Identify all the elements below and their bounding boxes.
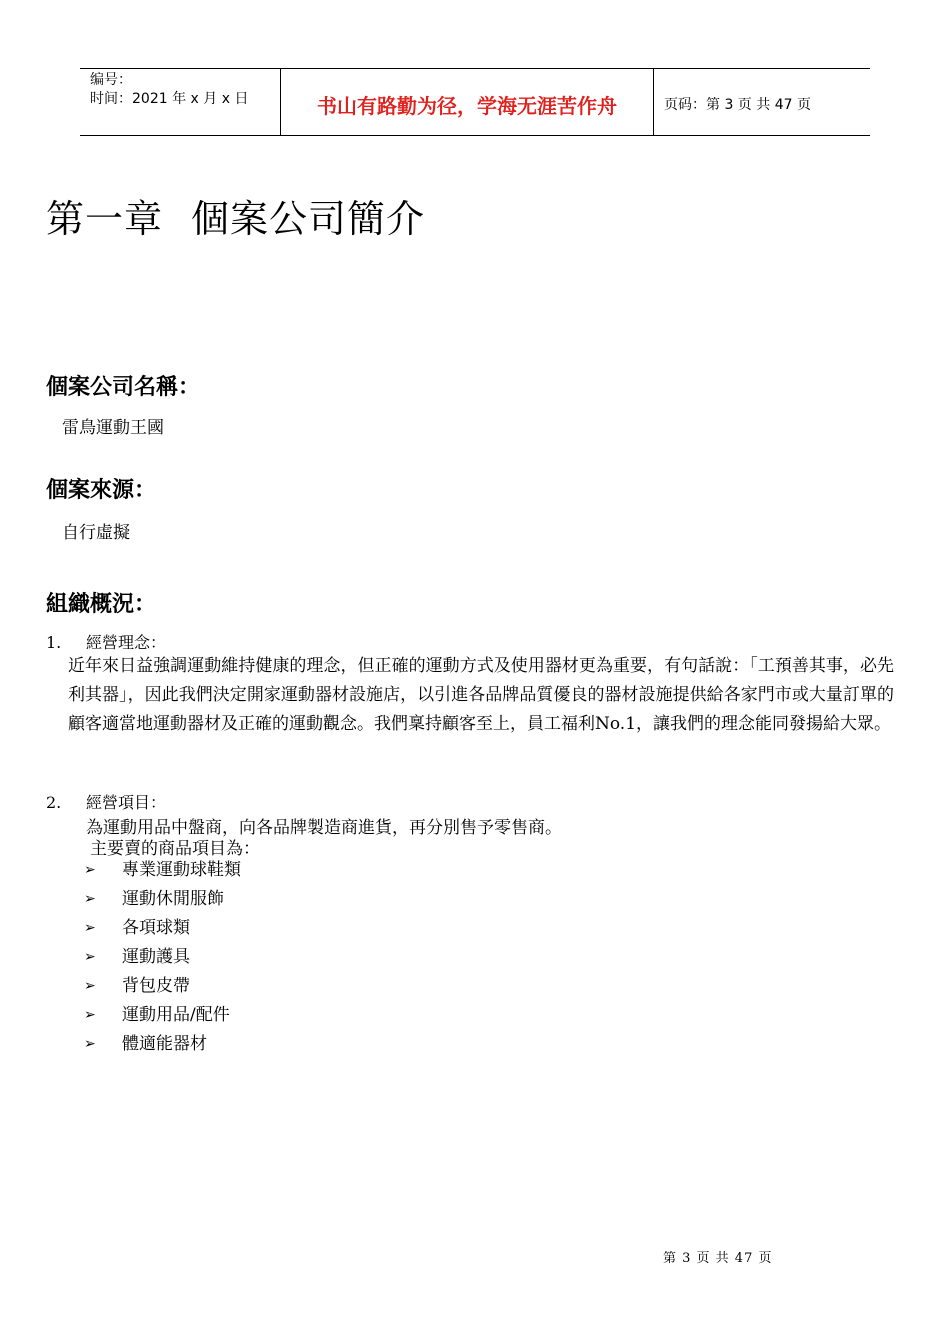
list-item-1-heading <box>46 630 166 653</box>
list-item-label: 經營項目： <box>86 793 167 812</box>
list-item: ➢ 背包皮帶 <box>84 972 241 1001</box>
product-list <box>84 856 241 1059</box>
list-item: ➢ 體適能器材 <box>84 1030 241 1059</box>
list-item-number: 1. <box>46 633 62 652</box>
list-item: ➢ 專業運動球鞋類 <box>84 856 241 885</box>
header-page-info: 页码：第 3 页 共 47 页 <box>664 96 811 113</box>
list-item-2-heading <box>46 790 166 813</box>
header-meta <box>80 69 281 135</box>
section-title-company-name: 個案公司名稱： <box>46 375 201 400</box>
list-item-label: 經營理念： <box>86 633 167 652</box>
company-name-value: 雷鳥運動王國 <box>62 418 164 438</box>
source-value: 自行虛擬 <box>62 523 130 543</box>
philosophy-paragraph: 近年來日益強調運動維持健康的理念，但正確的運動方式及使用器材更為重要，有句話說：「工預善其事，必先利其器」，因此我們決定開家運動器材設施店，以引進各品牌品質優良的器材設施提供給各家門市或大量訂單的顧客適當地運動器材及正確的運動觀念。我們稟持顧客至上，員工福利No.1，讓我們的理念能同發揚給大眾。 <box>68 656 894 734</box>
section-title-source: 個案來源： <box>46 478 157 503</box>
main-products-intro: 主要賣的商品項目為： <box>90 839 260 859</box>
header-motto: 书山有路勤为径，学海无涯苦作舟 <box>281 69 654 135</box>
arrow-bullet-icon: ➢ <box>84 1036 96 1052</box>
arrow-bullet-icon: ➢ <box>84 949 96 965</box>
page-header <box>80 68 870 136</box>
page-footer: 第 3 页 共 47 页 <box>663 1251 773 1266</box>
arrow-bullet-icon: ➢ <box>84 1007 96 1023</box>
list-item: ➢ 運動休閒服飾 <box>84 885 241 914</box>
list-item: ➢ 運動用品/配件 <box>84 1001 241 1030</box>
header-number-label: 编号： <box>90 72 132 88</box>
header-time-label: 时间：2021 年 x 月 x 日 <box>90 91 249 107</box>
list-item: ➢ 各項球類 <box>84 914 241 943</box>
list-item: ➢ 運動護具 <box>84 943 241 972</box>
list-item-number: 2. <box>46 793 62 812</box>
arrow-bullet-icon: ➢ <box>84 978 96 994</box>
section-title-organization: 組織概況： <box>46 592 157 617</box>
arrow-bullet-icon: ➢ <box>84 862 96 878</box>
chapter-title: 個案公司簡介 <box>191 197 426 241</box>
arrow-bullet-icon: ➢ <box>84 891 96 907</box>
business-description: 為運動用品中盤商，向各品牌製造商進貨，再分別售予零售商。 <box>86 818 562 838</box>
arrow-bullet-icon: ➢ <box>84 920 96 936</box>
chapter-number: 第一章 <box>46 197 164 241</box>
chapter-heading <box>46 188 425 243</box>
